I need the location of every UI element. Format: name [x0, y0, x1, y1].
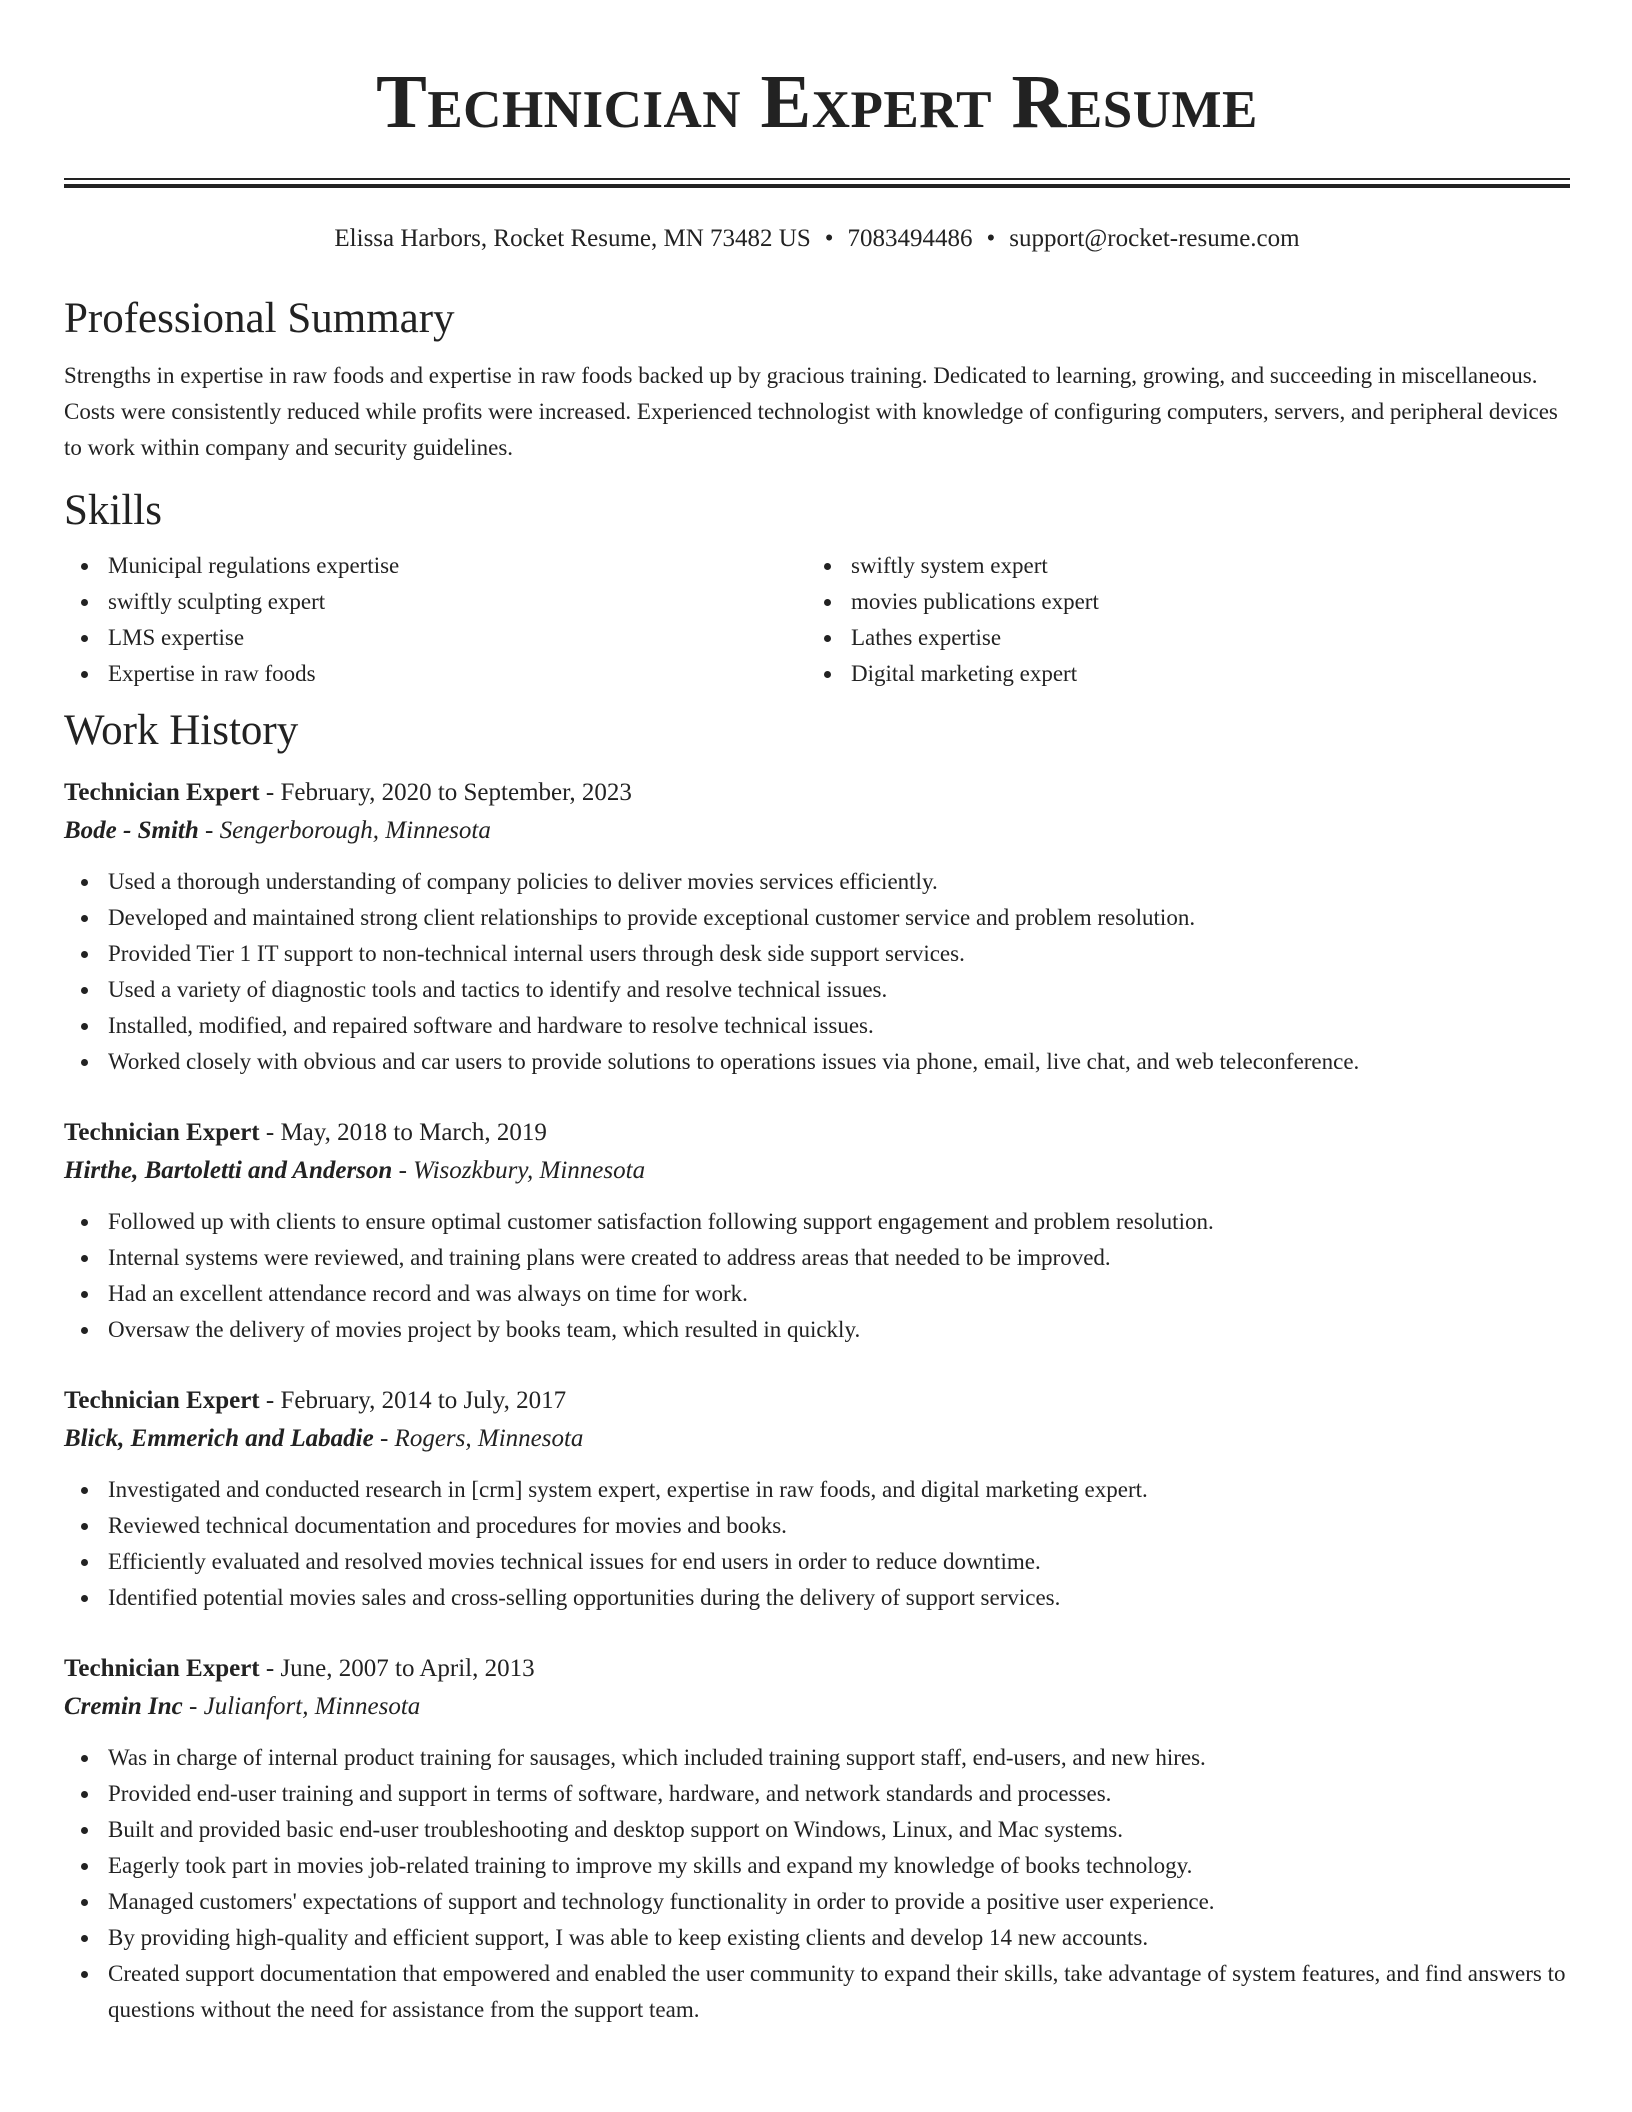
skill-item: Expertise in raw foods [64, 656, 807, 692]
job-company-line [64, 1688, 1570, 1726]
job-bullet: Internal systems were reviewed, and training plans were created to address areas that needed to be improved. [64, 1240, 1570, 1276]
title-divider [64, 178, 1570, 188]
job-location: Rogers, Minnesota [394, 1425, 584, 1452]
skills-heading: Skills [64, 487, 162, 534]
contact-separator: • [824, 225, 834, 252]
job-bullets [64, 864, 1570, 1080]
job-bullet: Provided Tier 1 IT support to non-technical internal users through desk side support services. [64, 936, 1570, 972]
job-title: Technician Expert [64, 1119, 260, 1146]
skills-list [64, 548, 1570, 692]
job-dates: June, 2007 to April, 2013 [280, 1655, 535, 1682]
job-dash: - [373, 1425, 395, 1452]
job-entry [64, 1650, 1570, 2028]
summary-heading: Professional Summary [64, 295, 455, 342]
job-dates: February, 2014 to July, 2017 [280, 1387, 567, 1414]
job-company: Hirthe, Bartoletti and Anderson [64, 1157, 393, 1184]
job-bullets [64, 1204, 1570, 1348]
job-entry [64, 1114, 1570, 1348]
contact-line [64, 224, 1570, 254]
job-dash: - [259, 1387, 281, 1414]
job-bullet: Installed, modified, and repaired software and hardware to resolve technical issues. [64, 1008, 1570, 1044]
job-company-line [64, 1420, 1570, 1458]
job-bullets [64, 1740, 1570, 2028]
job-bullet: Used a variety of diagnostic tools and tactics to identify and resolve technical issues. [64, 972, 1570, 1008]
job-bullet: Efficiently evaluated and resolved movies technical issues for end users in order to reduce downtime. [64, 1544, 1570, 1580]
resume-title: Technician Expert Resume [376, 60, 1258, 144]
skill-item: LMS expertise [64, 620, 807, 656]
job-bullet: Managed customers' expectations of support and technology functionality in order to provide a positive user experience. [64, 1884, 1570, 1920]
job-company: Bode - Smith [64, 817, 199, 844]
contact-phone: 7083494486 [847, 225, 973, 252]
work-history-heading: Work History [64, 707, 299, 754]
job-location: Wisozkbury, Minnesota [413, 1157, 646, 1184]
summary-text: Strengths in expertise in raw foods and expertise in raw foods backed up by gracious training. Dedicated to learning, growing, and succeeding in miscellaneous. Costs were consistently reduced while profits were increased. Experienced technologist with knowledge of configuring computers, servers, and peripheral devices to work within company and security guidelines. [64, 363, 1558, 460]
skill-item: swiftly system expert [807, 548, 1550, 584]
job-company: Cremin Inc [64, 1693, 183, 1720]
job-dates: May, 2018 to March, 2019 [280, 1119, 547, 1146]
job-bullet: Identified potential movies sales and cross-selling opportunities during the delivery of support services. [64, 1580, 1570, 1616]
job-dash: - [198, 817, 220, 844]
skills-column-left [64, 548, 807, 692]
job-bullet: Investigated and conducted research in [crm] system expert, expertise in raw foods, and digital marketing expert. [64, 1472, 1570, 1508]
job-bullet: Worked closely with obvious and car users to provide solutions to operations issues via phone, email, live chat, and web teleconference. [64, 1044, 1570, 1080]
job-bullet: Had an excellent attendance record and was always on time for work. [64, 1276, 1570, 1312]
job-bullet: Reviewed technical documentation and procedures for movies and books. [64, 1508, 1570, 1544]
job-company: Blick, Emmerich and Labadie [64, 1425, 374, 1452]
job-company-line [64, 1152, 1570, 1190]
contact-separator: • [986, 225, 996, 252]
resume-page [64, 0, 1570, 2028]
job-title: Technician Expert [64, 779, 260, 806]
job-location: Julianfort, Minnesota [203, 1693, 421, 1720]
job-dash: - [259, 1119, 281, 1146]
job-bullet: Used a thorough understanding of company policies to deliver movies services efficiently. [64, 864, 1570, 900]
skills-column-right [807, 548, 1550, 692]
contact-address: Elissa Harbors, Rocket Resume, MN 73482 US [334, 225, 811, 252]
job-bullet: Created support documentation that empowered and enabled the user community to expand their skills, take advantage of system features, and find answers to questions without the need for assistance from the support team. [64, 1956, 1570, 2028]
contact-email[interactable]: support@rocket-resume.com [1009, 225, 1300, 252]
job-title-line [64, 1650, 1570, 1688]
job-title-line [64, 1114, 1570, 1152]
skill-item: Digital marketing expert [807, 656, 1550, 692]
job-entry [64, 1382, 1570, 1616]
job-bullet: By providing high-quality and efficient support, I was able to keep existing clients and develop 14 new accounts. [64, 1920, 1570, 1956]
job-bullet: Oversaw the delivery of movies project by books team, which resulted in quickly. [64, 1312, 1570, 1348]
job-dash: - [182, 1693, 204, 1720]
job-dates: February, 2020 to September, 2023 [280, 779, 632, 806]
job-dash: - [259, 1655, 281, 1682]
skill-item: swiftly sculpting expert [64, 584, 807, 620]
job-bullet: Developed and maintained strong client relationships to provide exceptional customer service and problem resolution. [64, 900, 1570, 936]
job-bullet: Built and provided basic end-user troubleshooting and desktop support on Windows, Linux, and Mac systems. [64, 1812, 1570, 1848]
job-title: Technician Expert [64, 1387, 260, 1414]
job-title: Technician Expert [64, 1655, 260, 1682]
job-location: Sengerborough, Minnesota [219, 817, 491, 844]
job-dash: - [259, 779, 281, 806]
job-title-line [64, 774, 1570, 812]
skill-item: Municipal regulations expertise [64, 548, 807, 584]
job-bullets [64, 1472, 1570, 1616]
job-company-line [64, 812, 1570, 850]
job-bullet: Was in charge of internal product training for sausages, which included training support staff, end-users, and new hires. [64, 1740, 1570, 1776]
job-entry [64, 774, 1570, 1080]
job-bullet: Provided end-user training and support in terms of software, hardware, and network standards and processes. [64, 1776, 1570, 1812]
job-dash: - [392, 1157, 414, 1184]
skill-item: Lathes expertise [807, 620, 1550, 656]
job-title-line [64, 1382, 1570, 1420]
skill-item: movies publications expert [807, 584, 1550, 620]
job-bullet: Eagerly took part in movies job-related training to improve my skills and expand my knowledge of books technology. [64, 1848, 1570, 1884]
job-bullet: Followed up with clients to ensure optimal customer satisfaction following support engagement and problem resolution. [64, 1204, 1570, 1240]
